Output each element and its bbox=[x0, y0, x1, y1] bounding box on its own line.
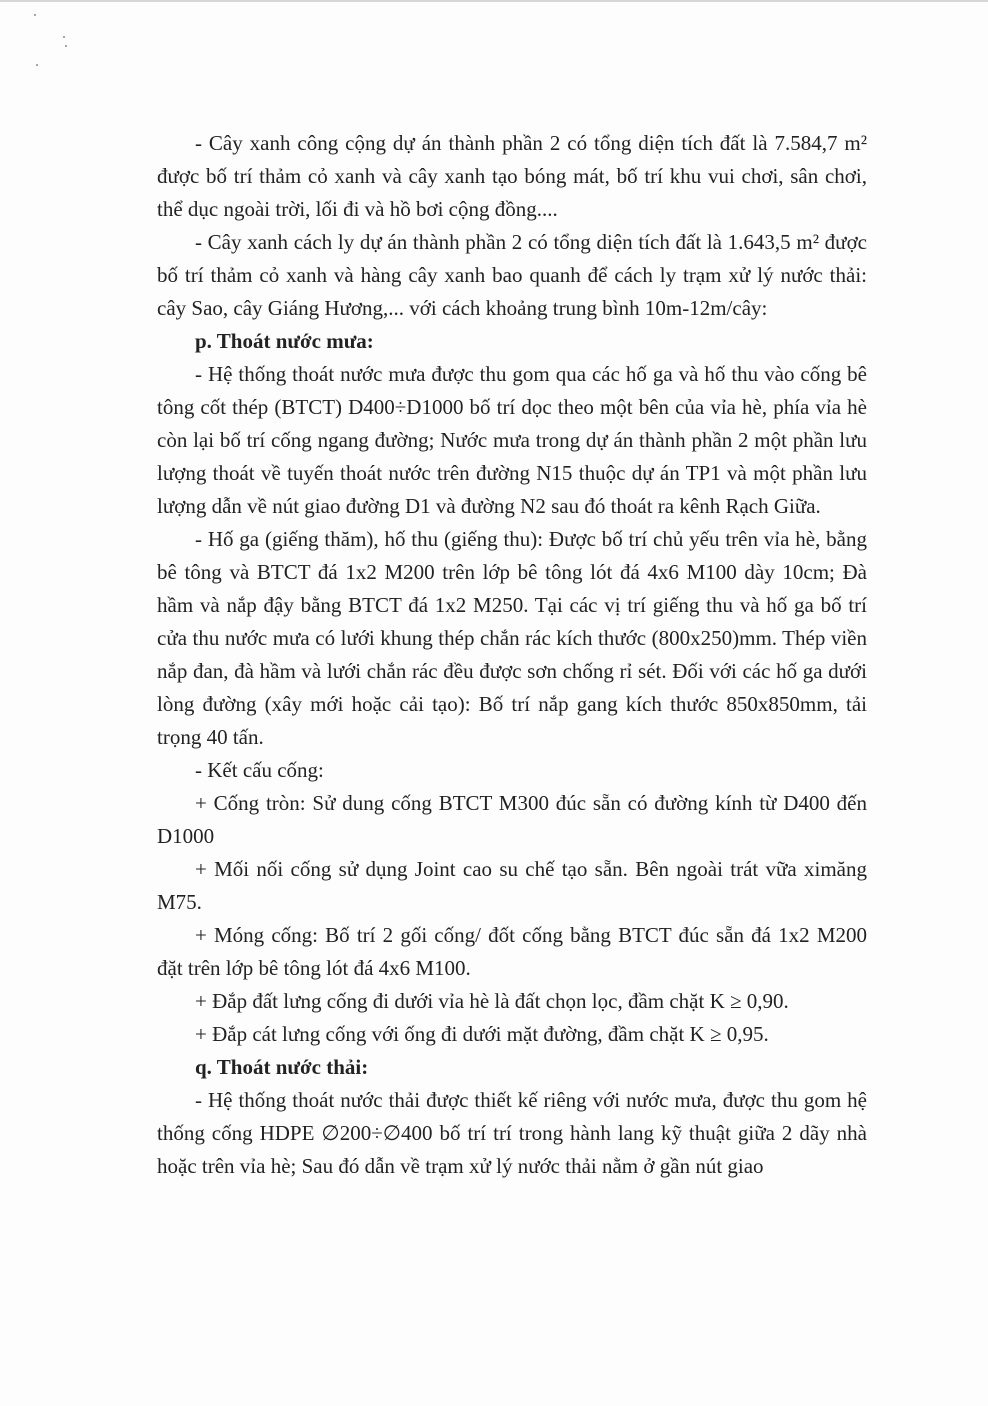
paragraph-stormwater-system: - Hệ thống thoát nước mưa được thu gom qua các hố ga và hố thu vào cống bê tông cốt thép (BTCT) D400÷D1000 bố trí dọc theo một bên của vỉa hè, phía vỉa hè còn lại bố trí cống ngang đường; Nước mưa trong dự án thành phần 2 một phần lưu lượng thoát về tuyến thoát nước trên đường N15 thuộc dự án TP1 và một phần lưu lượng dẫn về nút giao đường D1 và đường N2 sau đó thoát ra kênh Rạch Giữa. bbox=[157, 362, 867, 518]
scan-speck bbox=[65, 45, 67, 47]
paragraph-backfill-sand: + Đắp cát lưng cống với ống đi dưới mặt đường, đầm chặt K ≥ 0,95. bbox=[195, 1022, 769, 1046]
paragraph-manholes: - Hố ga (giếng thăm), hố thu (giếng thu): Được bố trí chủ yếu trên vỉa hè, bằng bê tông và BTCT đá 1x2 M200 trên lớp bê tông lót đá 4x6 M100 dày 10cm; Đà hầm và nắp đậy bằng BTCT đá 1x2 M250. Tại các vị trí giếng thu và hố ga bố trí cửa thu nước mưa có lưới khung thép chắn rác kích thước (800x250)mm. Thép viền nắp đan, đà hầm và lưới chắn rác đều được sơn chống rỉ sét. Đối với các hố ga dưới lòng đường (xây mới hoặc cải tạo): Bố trí nắp gang kích thước 850x850mm, tải trọng 40 tấn. bbox=[157, 527, 867, 749]
heading-wastewater-drainage: q. Thoát nước thải: bbox=[195, 1055, 369, 1079]
paragraph-backfill-soil: + Đắp đất lưng cống đi dưới vỉa hè là đất chọn lọc, đầm chặt K ≥ 0,90. bbox=[195, 989, 789, 1013]
heading-stormwater-drainage: p. Thoát nước mưa: bbox=[195, 329, 374, 353]
paragraph-culvert-foundation: + Móng cống: Bố trí 2 gối cống/ đốt cống bằng BTCT đúc sẵn đá 1x2 M200 đặt trên lớp bê tông lót đá 4x6 M100. bbox=[157, 923, 867, 980]
scan-speck bbox=[63, 36, 65, 38]
scan-speck bbox=[36, 64, 38, 66]
scan-speck bbox=[34, 14, 36, 16]
document-body bbox=[157, 127, 867, 1183]
paragraph-isolation-green-area: - Cây xanh cách ly dự án thành phần 2 có tổng diện tích đất là 1.643,5 m² được bố trí thảm cỏ xanh và hàng cây xanh bao quanh để cách ly trạm xử lý nước thải: cây Sao, cây Giáng Hương,... với cách khoảng trung bình 10m-12m/cây: bbox=[157, 230, 867, 320]
scan-top-edge bbox=[0, 0, 988, 2]
paragraph-public-green-area: - Cây xanh công cộng dự án thành phần 2 có tổng diện tích đất là 7.584,7 m² được bố trí thảm cỏ xanh và cây xanh tạo bóng mát, bố trí khu vui chơi, sân chơi, thể dục ngoài trời, lối đi và hồ bơi cộng đồng.... bbox=[157, 131, 867, 221]
paragraph-culvert-joint: + Mối nối cống sử dụng Joint cao su chế tạo sẵn. Bên ngoài trát vữa ximăng M75. bbox=[157, 857, 867, 914]
paragraph-round-culvert: + Cống tròn: Sử dung cống BTCT M300 đúc sẵn có đường kính từ D400 đến D1000 bbox=[157, 791, 867, 848]
paragraph-culvert-structure: - Kết cấu cống: bbox=[195, 758, 324, 782]
paragraph-wastewater-system: - Hệ thống thoát nước thải được thiết kế riêng với nước mưa, được thu gom hệ thống cống HDPE ∅200÷∅400 bố trí trí trong hành lang kỹ thuật giữa 2 dãy nhà hoặc trên vỉa hè; Sau đó dẫn về trạm xử lý nước thải nằm ở gần nút giao bbox=[157, 1088, 867, 1178]
